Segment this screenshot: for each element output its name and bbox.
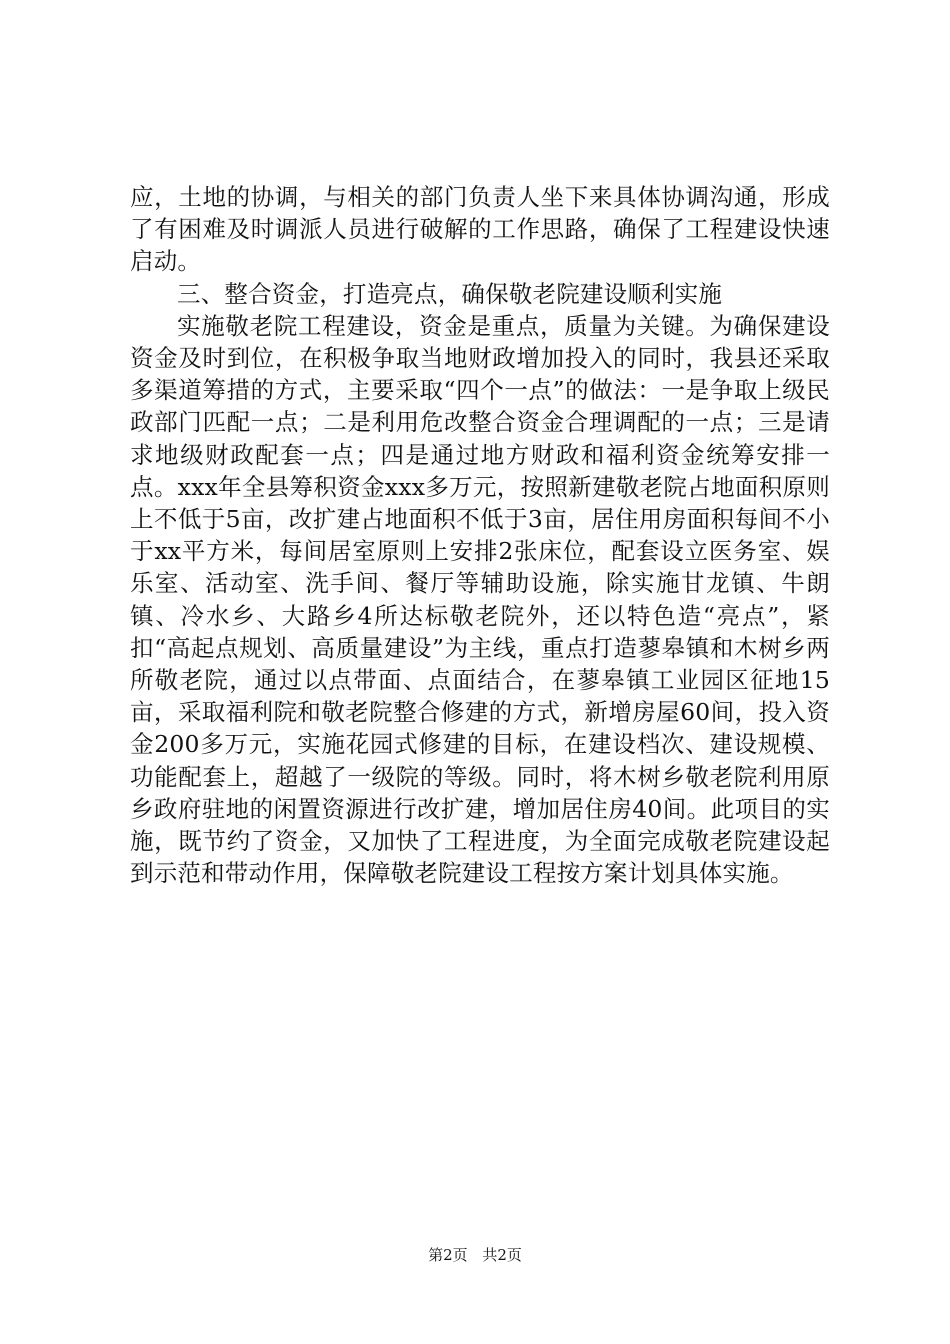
page-total: 共2页	[482, 1246, 522, 1264]
section-heading: 三、整合资金，打造亮点，确保敬老院建设顺利实施	[177, 279, 723, 308]
document-body	[130, 181, 830, 889]
paragraph-funding: 实施敬老院工程建设，资金是重点，质量为关键。为确保建设资金及时到位，在积极争取当地财政增加投入的同时，我县还采取多渠道筹措的方式，主要采取“四个一点”的做法：一是争取上级民政部门匹配一点；二是利用危改整合资金合理调配的一点；三是请求地级财政配套一点；四是通过地方财政和福利资金统筹安排一点。xxx年全县筹积资金xxx多万元，按照新建敬老院占地面积原则上不低于5亩，改扩建占地面积不低于3亩，居住用房面积每间不小于xx平方米，每间居室原则上安排2张床位，配套设立医务室、娱乐室、活动室、洗手间、餐厅等辅助设施，除实施甘龙镇、牛朗镇、冷水乡、大路乡4所达标敬老院外，还以特色造“亮点”，紧扣“高起点规划、高质量建设”为主线，重点打造蓼皋镇和木树乡两所敬老院，通过以点带面、点面结合，在蓼皋镇工业园区征地15亩，采取福利院和敬老院整合修建的方式，新增房屋60间，投入资金200多万元，实施花园式修建的目标，在建设档次、建设规模、功能配套上，超越了一级院的等级。同时，将木树乡敬老院利用原乡政府驻地的闲置资源进行改扩建，增加居住房40间。此项目的实施，既节约了资金，又加快了工程进度，为全面完成敬老院建设起到示范和带动作用，保障敬老院建设工程按方案计划具体实施。	[130, 311, 830, 888]
page-number: 第2页	[428, 1246, 468, 1264]
paragraph-continuation: 应，土地的协调，与相关的部门负责人坐下来具体协调沟通，形成了有困难及时调派人员进行破解的工作思路，确保了工程建设快速启动。	[130, 183, 830, 276]
page-footer	[0, 1244, 950, 1265]
